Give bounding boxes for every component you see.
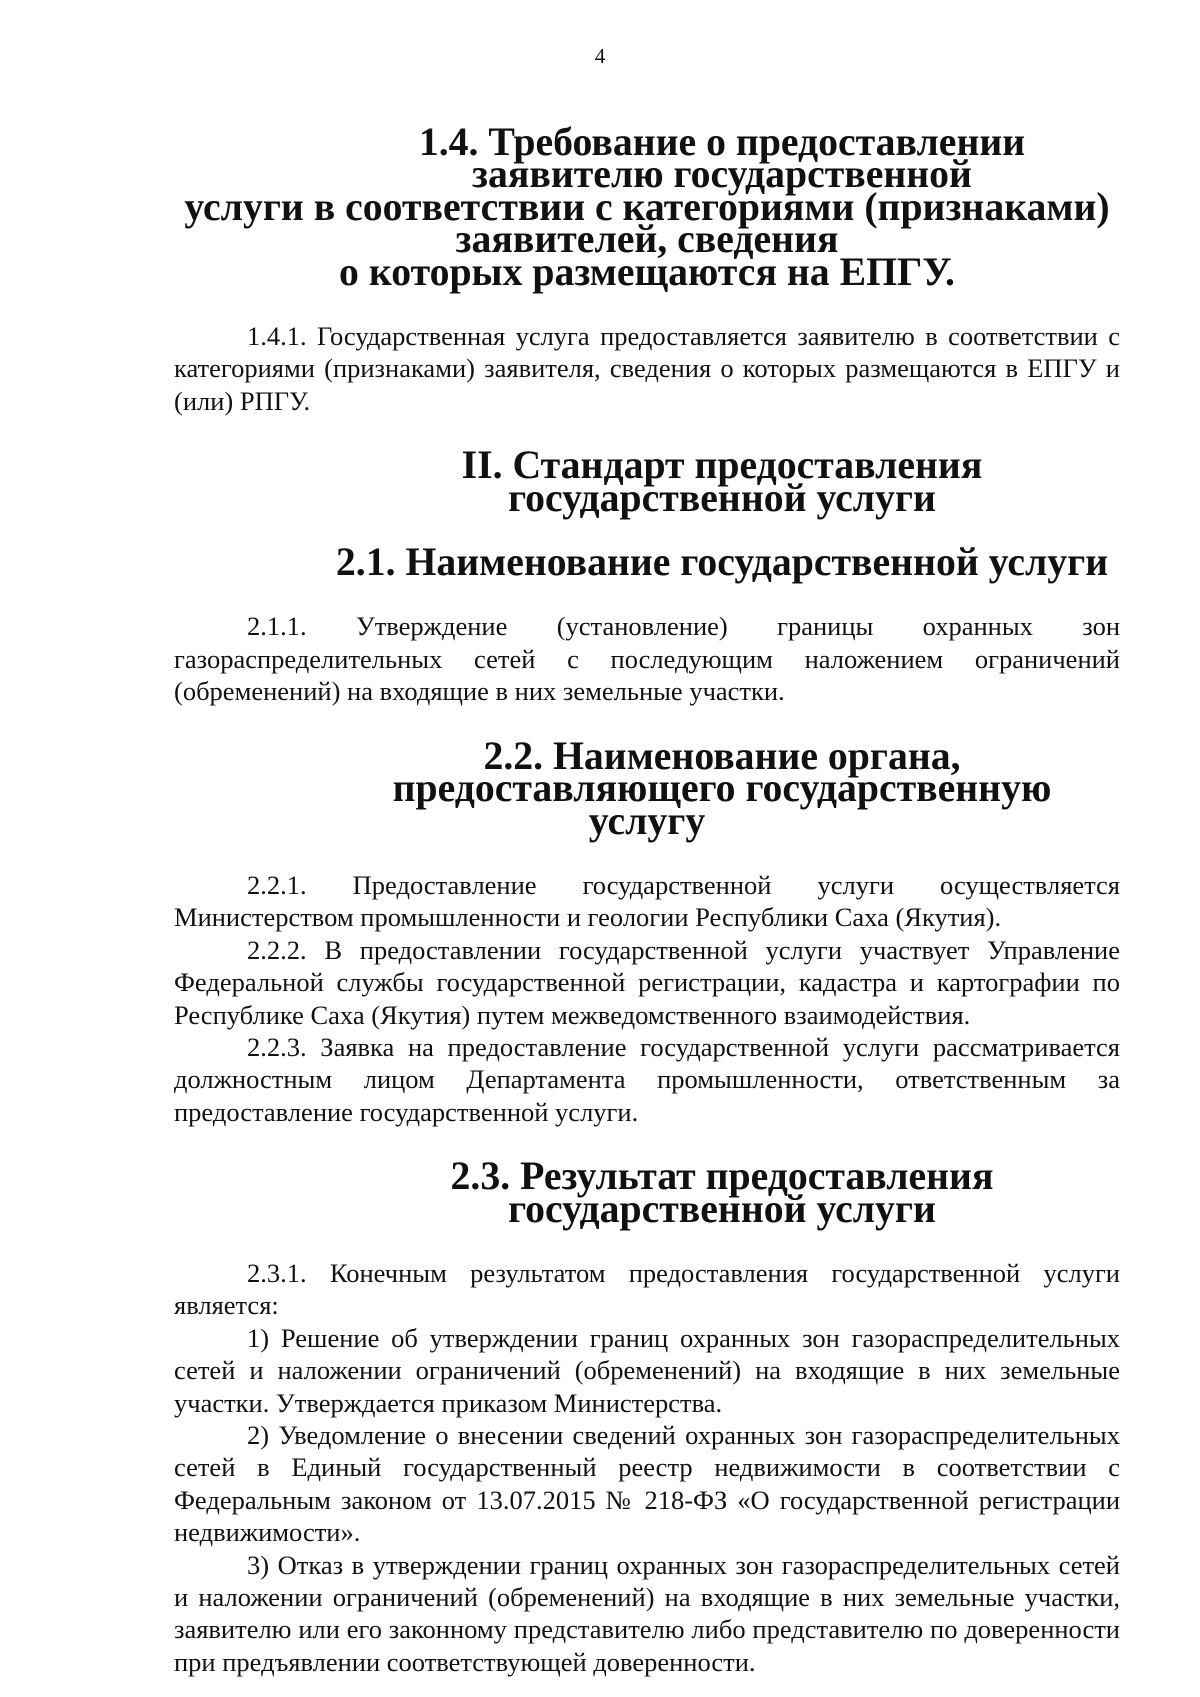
heading-2-3: 2.3. Результат предоставления государственной услуги [450,1154,994,1231]
paragraph-2-2-3: 2.2.3. Заявка на предоставление государственной услуги рассматривается должностным лицом Департамента промышленности, ответственным за предоставление государственной услуги. [174,1031,1120,1127]
heading-1-4-line3: о которых размещаются на ЕПГУ. [339,249,955,294]
heading-2-1: 2.1. Наименование государственной услуги [335,540,1109,585]
list-item-3: 3) Отказ в утверждении границ охранных зон газораспределительных сетей и наложении ограничений (обременений) на входящие в них земельные участки, заявителю или его законному представителю либо представителю по доверенности при предъявлении соответствующей доверенности. [174,1549,1120,1677]
heading-1-4 [174,120,1120,294]
heading-2-2-line2: услугу [588,798,706,843]
heading-1-4-line1: 1.4. Требование о предоставлении заявителю государственной [418,120,1026,197]
paragraph-2-1-1: 2.1.1. Утверждение (установление) границы охранных зон газораспределительных сетей с последующим наложением ограничений (обременений) на входящие в них земельные участки. [174,611,1120,707]
paragraph-2-2-1: 2.2.1. Предоставление государственной услуги осуществляется Министерством промышленности и геологии Республики Саха (Якутия). [174,869,1120,933]
paragraph-2-2-2: 2.2.2. В предоставлении государственной услуги участвует Управление Федеральной службы государственной регистрации, кадастра и картографии по Республике Саха (Якутия) путем межведомственного взаимодействия. [174,934,1120,1030]
list-item-2: 2) Уведомление о внесении сведений охранных зон газораспределительных сетей в Единый государственный реестр недвижимости в соответствии с Федеральным законом от 13.07.2015 № 218-ФЗ «О государственной регистрации недвижимости». [174,1420,1120,1548]
heading-2-2-line1: 2.2. Наименование органа, предоставляющего государственную [392,733,1052,811]
heading-section-ii: II. Стандарт предоставления государственной услуги [461,443,983,520]
list-item-1: 1) Решение об утверждении границ охранных зон газораспределительных сетей и наложении ограничений (обременений) на входящие в них земельные участки. Утверждается приказом Министерства. [174,1322,1120,1418]
paragraph-1-4-1: 1.4.1. Государственная услуга предоставляется заявителю в соответствии с категориями (признаками) заявителя, сведения о которых размещаются в ЕПГУ и (или) РПГУ. [174,321,1120,416]
page-number: 4 [594,44,606,68]
paragraph-2-3-1: 2.3.1. Конечным результатом предоставления государственной услуги является: [174,1257,1120,1321]
heading-1-4-line2: услуги в соответствии с категориями (признаками) заявителей, сведения [184,184,1110,262]
document-body [174,120,1120,1678]
heading-2-2 [174,733,1120,843]
